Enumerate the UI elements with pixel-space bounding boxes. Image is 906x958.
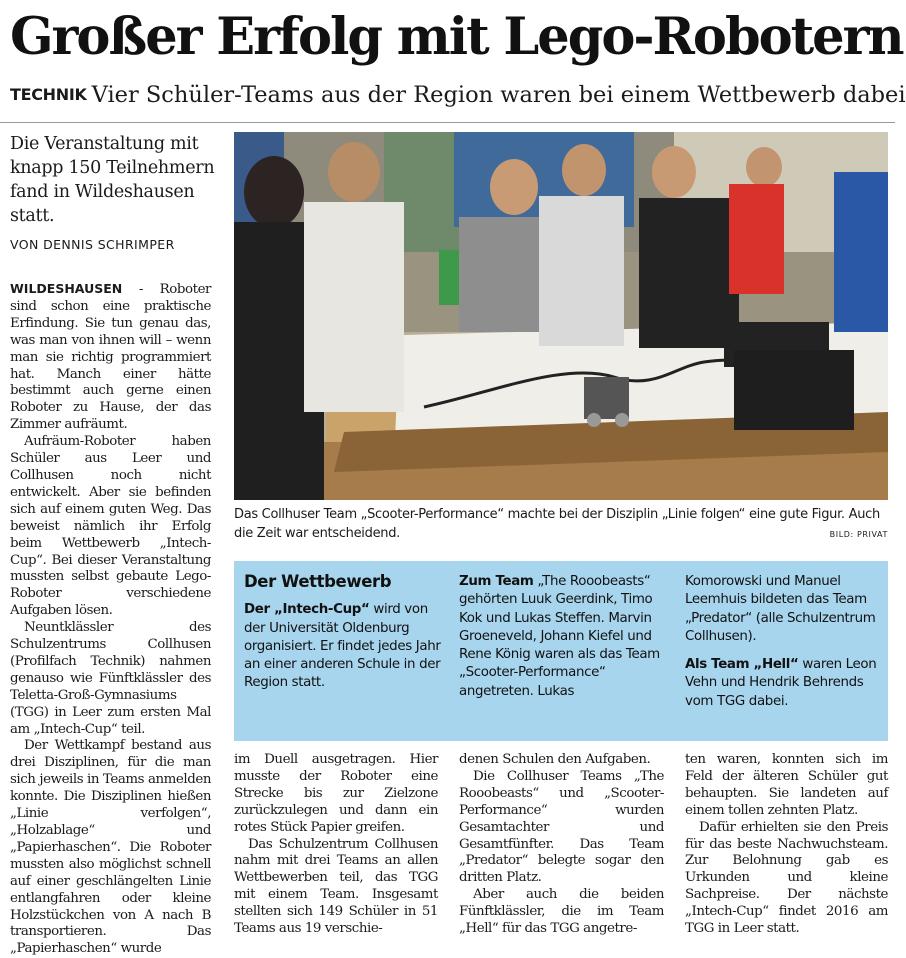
article-column-4: [685, 752, 888, 938]
paragraph: [10, 281, 211, 434]
article-column-3: [459, 752, 664, 938]
paragraph: Die Collhuser Teams „The Rooobeasts“ und „Scooter-Performance“ wurden Gesamtachter und Gesamtfünfter. Das Team „Predator“ belegte sogar den dritten Platz.: [459, 768, 664, 886]
article-photo: [234, 132, 888, 500]
info-box-text: Komorowski und Manuel Leemhuis bildeten das Team „Predator“ (alle Schulzentrum Collhusen).: [685, 574, 876, 644]
info-box-column-1: [244, 573, 449, 693]
info-box-title: Der Wettbewerb: [244, 572, 392, 591]
info-box-text: „The Rooobeasts“ gehörten Luuk Geerdink, Timo Kok und Lukas Steffen. Marvin Groeneveld, Johann Kiefel und Rene König waren als das Team „Scooter-Performance“ angetreten. Lukas: [459, 574, 660, 699]
section-kicker: TECHNIK: [10, 85, 87, 104]
subline-text: Vier Schüler-Teams aus der Region waren bei einem Wettbewerb dabei: [91, 82, 906, 108]
author-byline: VON DENNIS SCHRIMPER: [10, 237, 175, 252]
info-box-column-3: [685, 573, 885, 711]
photo-robot-competition: [234, 132, 888, 500]
paragraph: Aber auch die beiden Fünftklässler, die im Team „Hell“ für das TGG angetre-: [459, 887, 664, 937]
paragraph: Neuntklässler des Schulzentrums Collhusen (Profilfach Technik) nahmen genauso wie Fünftklässler des Teletta-Groß-Gymnasiums (TGG) in Leer zum ersten Mal am „Intech-Cup“ teil.: [10, 620, 211, 737]
lead-text: Die Veranstaltung mit knapp 150 Teilnehmern fand in Wildeshausen statt.: [10, 134, 215, 226]
subline: [10, 80, 906, 110]
paragraph: im Duell ausgetragen. Hier musste der Roboter eine Strecke bis zur Zielzone zurückzulegen und dann ein rotes Stück Papier greifen.: [234, 752, 438, 835]
info-box-text: waren Leon Vehn und Hendrik Behrends vom TGG dabei.: [685, 657, 877, 709]
info-box-lead: Als Team „Hell“: [685, 657, 799, 673]
paragraph: ten waren, konnten sich im Feld der älteren Schüler gut behaupten. Sie landeten auf einem tollen zehnten Platz.: [685, 752, 888, 818]
paragraph: Das Schulzentrum Collhusen nahm mit drei Teams an allen Wettbewerben teil, das TGG mit einem Team. Insgesamt stellten sich 149 Schüler in 51 Teams aus 19 verschie-: [234, 836, 438, 937]
paragraph: denen Schulen den Aufgaben.: [459, 752, 651, 767]
photo-caption: Das Collhuser Team „Scooter-Performance“ machte bei der Disziplin „Linie folgen“ eine gute Figur. Auch die Zeit war entscheidend.: [234, 507, 880, 541]
info-box-lead: Zum Team: [459, 574, 534, 589]
info-box-column-2: [459, 573, 664, 701]
paragraph: Dafür erhielten sie den Preis für das beste Nachwuchsteam. Zur Belohnung gab es Urkunden und kleine Sachpreise. Der nächste „Intech-Cup“ findet 2016 am TGG in Leer statt.: [685, 819, 888, 937]
paragraph: Der Wettkampf bestand aus drei Disziplinen, für die man sich jeweils in Teams anmelden konnte. Die Disziplinen hießen „Linie verfolgen“, „Holzablage“ und „Papierhaschen“. Die Roboter mussten also möglichst schnell auf einer geschlängelten Linie entlangfahren oder kleine Holzstückchen von A nach B transportieren. Das „Papierhaschen“ wurde: [10, 738, 211, 957]
header-divider: [0, 122, 895, 123]
paragraph-text: - Roboter sind schon eine praktische Erfindung. Sie tun genau das, was man von ihnen will – wenn man sie richtig programmiert hat. Manch einer hätte bestimmt auch gerne einen Roboter zu Hause, der das Zimmer aufräumt.: [10, 282, 211, 433]
article-column-1: [10, 281, 211, 958]
info-box-lead: Der „Intech-Cup“: [244, 602, 370, 618]
dateline: WILDESHAUSEN: [10, 281, 123, 296]
info-box-text: wird von der Universität Oldenburg organisiert. Er findet jedes Jahr an einer anderen Schule in der Region statt.: [244, 602, 441, 691]
paragraph: Aufräum-Roboter haben Schüler aus Leer und Collhusen noch nicht entwickelt. Aber sie befinden sich auf einem guten Weg. Das beweist nämlich ihr Erfolg beim Wettbewerb „Intech-Cup“. Bei dieser Veranstaltung mussten selbst gebaute Lego-Roboter verschiedene Aufgaben lösen.: [10, 434, 211, 619]
photo-credit: BILD: PRIVAT: [829, 530, 888, 539]
article-column-2: [234, 752, 438, 938]
info-box: [234, 561, 888, 741]
headline: Großer Erfolg mit Lego-Robotern: [10, 7, 903, 67]
